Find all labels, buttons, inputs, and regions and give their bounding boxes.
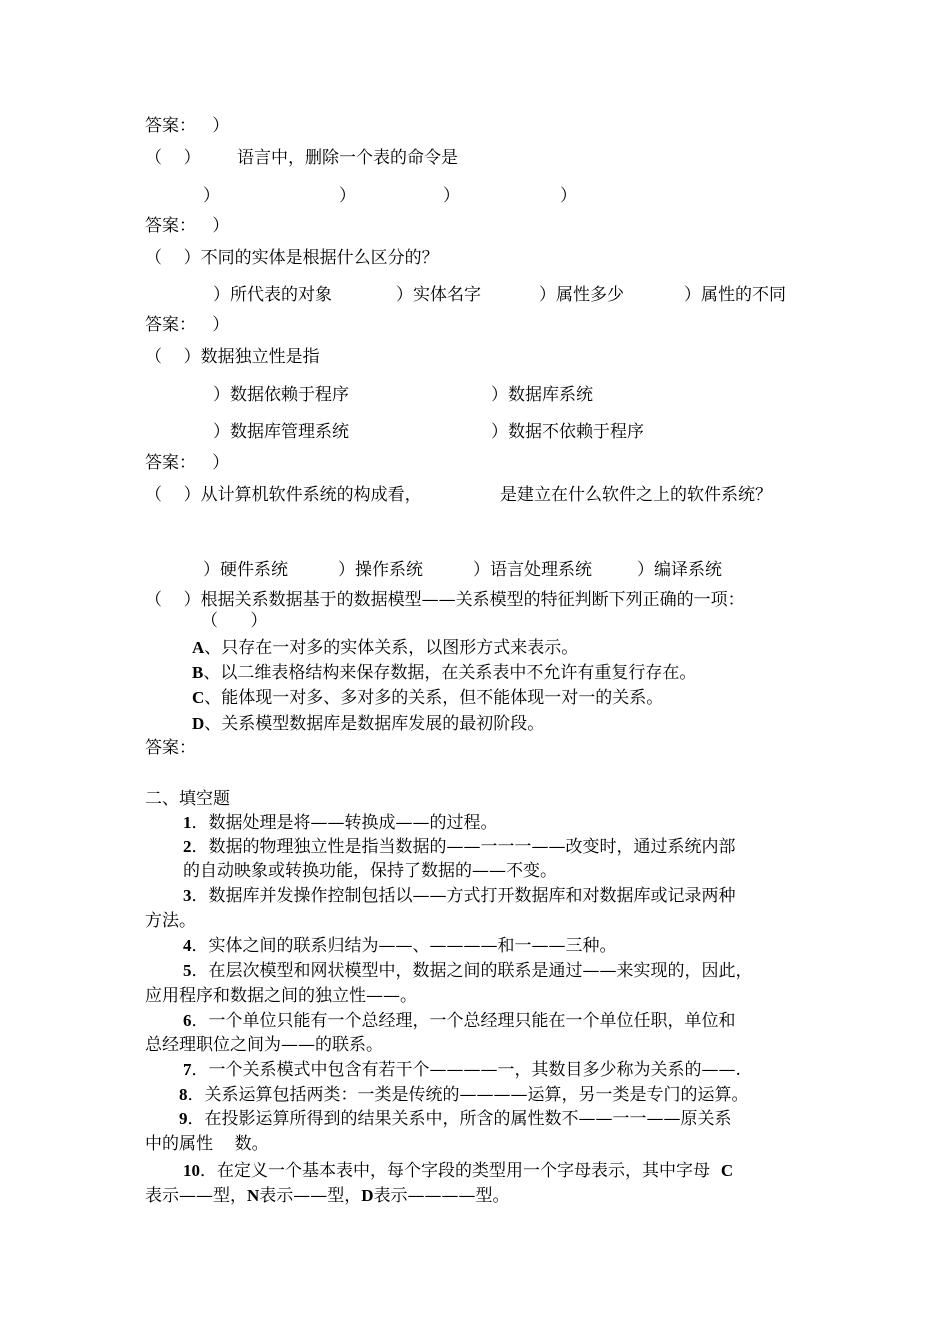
option-letter: C	[192, 688, 205, 707]
option: ）	[339, 186, 356, 206]
answer-line: 答案： ）	[145, 315, 230, 335]
option: ）硬件系统	[203, 560, 288, 580]
item-number: 4	[183, 936, 192, 955]
item-number: 7	[183, 1060, 192, 1079]
item-text	[145, 1185, 510, 1207]
question-stem: （ ）根据关系数据基于的数据模型——关系模型的特征判断下列正确的一项：	[145, 590, 745, 610]
option: ）数据库管理系统	[213, 422, 349, 442]
fill-item	[183, 960, 753, 982]
option: ）属性多少	[539, 285, 624, 305]
answer-line: 答案： ）	[145, 116, 230, 136]
option: ）	[203, 186, 220, 206]
fill-item	[183, 935, 617, 957]
item-text: ．数据处理是将——转换成——的过程。	[191, 813, 498, 833]
fill-item	[179, 1084, 749, 1106]
item-text: 总经理职位之间为——的联系。	[145, 1035, 383, 1055]
option	[192, 713, 544, 735]
item-text: ．一个单位只能有一个总经理，一个总经理只能在一个单位任职，单位和	[191, 1011, 736, 1031]
item-text: 的自动映象或转换功能，保持了数据的——不变。	[183, 861, 557, 881]
item-text: ．在定义一个基本表中，每个字段的类型用一个字母表示，其中字母	[200, 1161, 721, 1181]
question-stem: （ ）	[145, 148, 201, 168]
question-stem: （ ）数据独立性是指	[145, 347, 320, 367]
option	[192, 687, 663, 709]
fill-item	[183, 812, 498, 834]
option: ）数据库系统	[491, 385, 593, 405]
fill-item	[183, 1059, 741, 1081]
item-text: ．关系运算包括两类：一类是传统的————运算，另一类是专门的运算。	[187, 1085, 749, 1105]
option: ）操作系统	[338, 560, 423, 580]
option: ）属性的不同	[684, 285, 786, 305]
fill-item	[183, 1160, 733, 1182]
option-letter: A	[192, 638, 205, 657]
item-text: 表示——型，	[259, 1186, 362, 1206]
option: ）所代表的对象	[213, 285, 332, 305]
item-number: 2	[183, 837, 192, 856]
answer-line: 答案： ）	[145, 216, 230, 236]
option: ）数据不依赖于程序	[491, 422, 644, 442]
fill-item	[183, 1010, 736, 1032]
item-text: 表示————型。	[373, 1186, 510, 1206]
type-letter: C	[720, 1161, 734, 1180]
question-stem: （ ）不同的实体是根据什么区分的？	[145, 248, 439, 268]
answer-line: 答案：	[145, 738, 196, 758]
question-stem: 语言中，删除一个表的命令是	[237, 148, 458, 168]
item-text: 应用程序和数据之间的独立性——。	[145, 986, 417, 1006]
item-text: 中的属性 数。	[145, 1134, 269, 1154]
item-text: ．数据的物理独立性是指当数据的——一一一——改变时，通过系统内部	[191, 837, 736, 857]
option: ）编译系统	[637, 560, 722, 580]
option	[192, 637, 578, 659]
section-heading: 二、填空题	[145, 789, 230, 809]
item-number: 5	[183, 961, 192, 980]
option-text: 、关系模型数据库是数据库发展的最初阶段。	[204, 714, 545, 734]
fill-item	[183, 836, 736, 858]
option	[192, 662, 696, 684]
item-text: ．实体之间的联系归结为——、————和一——三种。	[191, 936, 617, 956]
option: ）数据依赖于程序	[213, 385, 349, 405]
option-text: 、只存在一对多的实体关系，以图形方式来表示。	[204, 638, 579, 658]
item-text: ．数据库并发操作控制包括以——方式打开数据库和对数据库或记录两种	[191, 886, 736, 906]
type-letter: D	[361, 1186, 374, 1205]
item-text: ．在层次模型和网状模型中，数据之间的联系是通过——来实现的，因此，	[191, 961, 753, 981]
item-text: ．在投影运算所得到的结果关系中，所含的属性数不——一一——原关系	[187, 1109, 732, 1129]
item-number: 1	[183, 813, 192, 832]
item-number: 10	[183, 1161, 200, 1180]
item-text: ．一个关系模式中包含有若干个————一，其数目多少称为关系的——.	[191, 1060, 741, 1080]
fill-item	[179, 1108, 732, 1130]
option-text: 、以二维表格结构来保存数据，在关系表中不允许有重复行存在。	[203, 663, 697, 683]
question-stem: （ ）从计算机软件系统的构成看，	[145, 485, 422, 505]
answer-paren: （ ）	[201, 611, 268, 631]
item-number: 8	[179, 1085, 188, 1104]
item-text: 方法。	[145, 911, 196, 931]
option-letter: B	[192, 663, 204, 682]
type-letter: N	[247, 1186, 260, 1205]
option-text: 、能体现一对多、多对多的关系，但不能体现一对一的关系。	[204, 688, 664, 708]
option: ）语言处理系统	[473, 560, 592, 580]
fill-item	[183, 885, 736, 907]
item-number: 6	[183, 1011, 192, 1030]
item-text: 表示——型，	[145, 1186, 247, 1206]
item-number: 3	[183, 886, 192, 905]
option: ）	[560, 186, 577, 206]
option: ）	[443, 186, 460, 206]
option: ）实体名字	[396, 285, 481, 305]
item-number: 9	[179, 1109, 188, 1128]
answer-line: 答案： ）	[145, 453, 230, 473]
question-stem: 是建立在什么软件之上的软件系统？	[500, 485, 772, 505]
option-letter: D	[192, 714, 205, 733]
